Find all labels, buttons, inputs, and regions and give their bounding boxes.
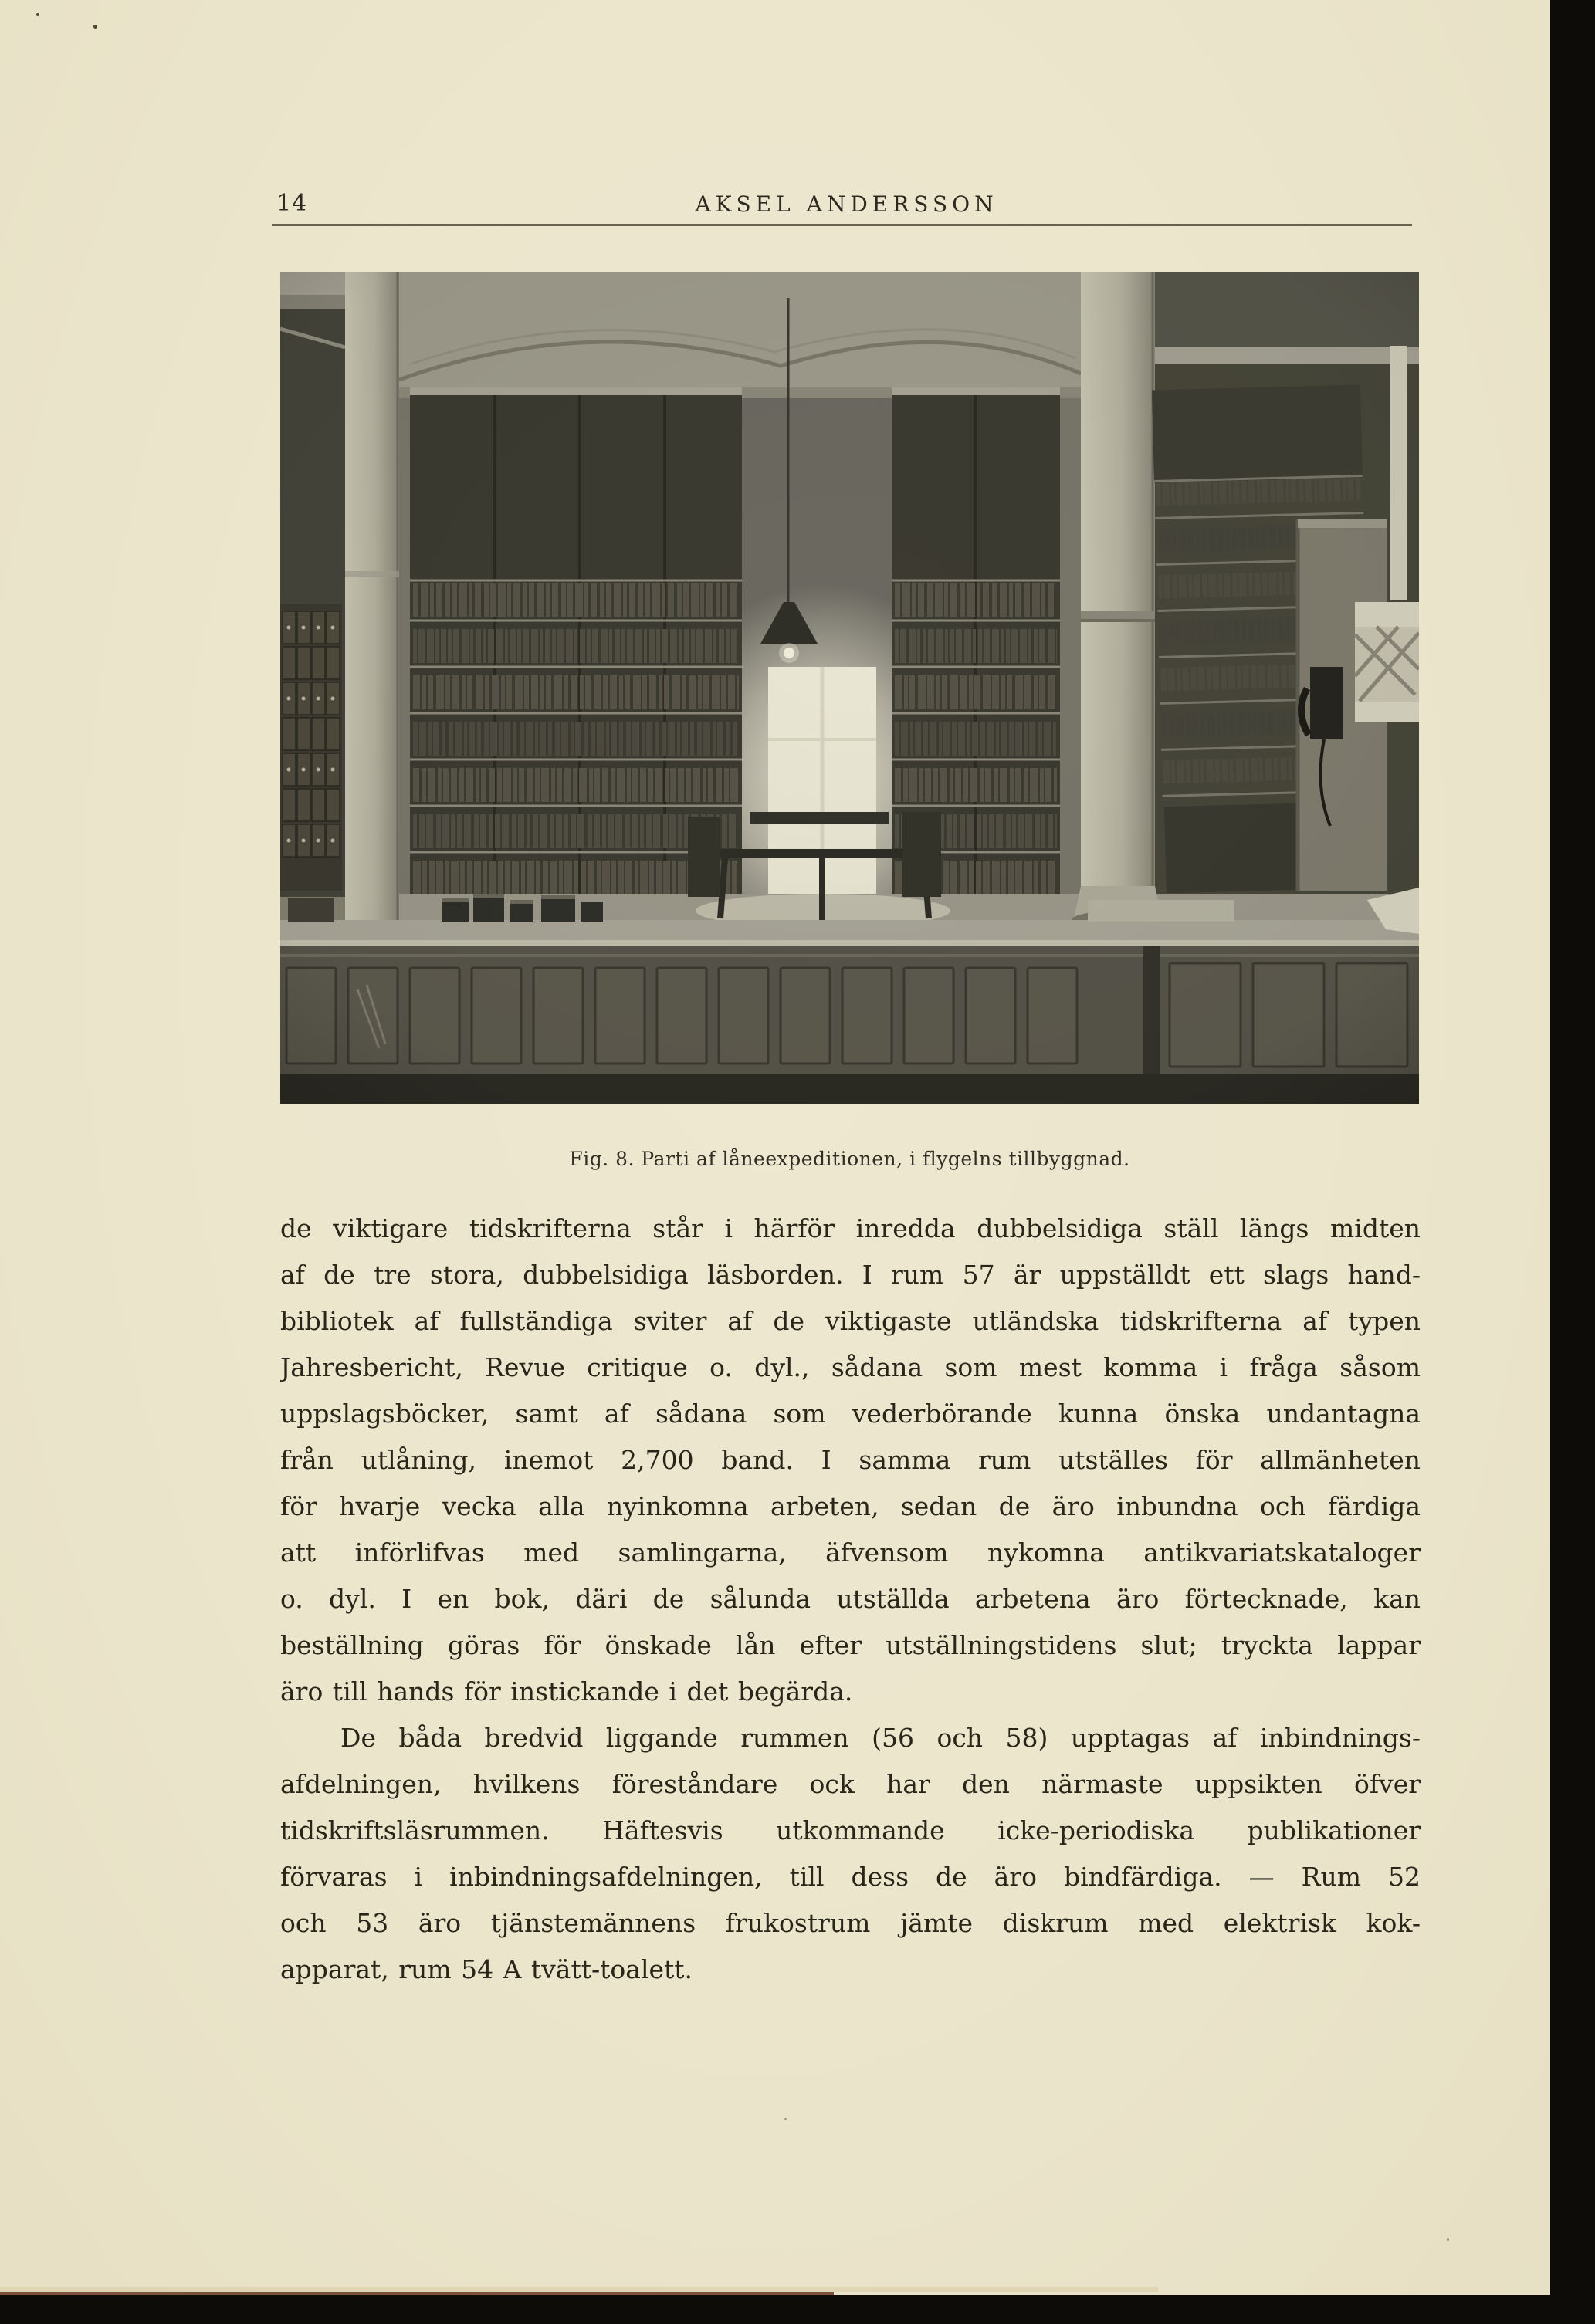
paper-speck: [1447, 2238, 1449, 2241]
body-line: och 53 äro tjänstemännens frukostrum jämte diskrum med elektrisk kok-: [280, 1908, 1421, 1938]
page-number: 14: [276, 190, 308, 217]
body-line: tidskriftsläsrummen. Häftesvis utkommande icke-periodiska publikationer: [280, 1815, 1421, 1845]
paper-speck: [784, 2118, 787, 2120]
paper-speck: [36, 13, 39, 16]
body-line: för hvarje vecka alla nyinkomna arbeten, sedan de äro inbundna och färdiga: [280, 1491, 1421, 1521]
body-line: apparat, rum 54 A tvätt-toalett.: [280, 1954, 693, 1984]
body-line: beställning göras för önskade lån efter utställningstidens slut; tryckta lappar: [280, 1630, 1421, 1660]
figure-caption: Fig. 8. Parti af låneexpeditionen, i flygelns tillbyggnad.: [569, 1148, 1130, 1170]
body-line: Jahresbericht, Revue critique o. dyl., sådana som mest komma i fråga såsom: [280, 1352, 1421, 1382]
body-line: de viktigare tidskrifterna står i härför inredda dubbelsidiga ställ längs midten: [280, 1213, 1421, 1243]
body-line: äro till hands för instickande i det begärda.: [280, 1676, 853, 1707]
body-line: af de tre stora, dubbelsidiga läsborden. I rum 57 är uppställdt ett slags hand-: [280, 1260, 1421, 1290]
paper-speck: [93, 25, 97, 29]
body-line: förvaras i inbindningsafdelningen, till dess de äro bindfärdiga. — Rum 52: [280, 1862, 1421, 1892]
figure-photo: [280, 272, 1419, 1104]
body-line: att införlifvas med samlingarna, äfvensom nykomna antikvariatskataloger: [280, 1537, 1421, 1568]
body-line: o. dyl. I en bok, däri de sålunda utställda arbetena äro förtecknade, kan: [280, 1584, 1421, 1614]
body-line: från utlåning, inemot 2,700 band. I samma rum utställes för allmänheten: [280, 1445, 1421, 1475]
photo-vignette: [280, 272, 1419, 1104]
body-line: afdelningen, hvilkens föreståndare ock har den närmaste uppsikten öfver: [280, 1769, 1421, 1799]
running-header: AKSEL ANDERSSON: [695, 191, 998, 217]
scan-border-bottom: [0, 2295, 1595, 2324]
body-line: uppslagsböcker, samt af sådana som vederbörande kunna önska undantagna: [280, 1399, 1421, 1429]
body-text: [280, 1206, 1421, 1993]
header-rule: [272, 224, 1412, 226]
body-line: De båda bredvid liggande rummen (56 och 58) upptagas af inbindnings-: [340, 1723, 1421, 1753]
scan-border-right: [1550, 0, 1595, 2324]
body-line: bibliotek af fullständiga sviter af de viktigaste utländska tidskrifterna af typen: [280, 1306, 1421, 1336]
